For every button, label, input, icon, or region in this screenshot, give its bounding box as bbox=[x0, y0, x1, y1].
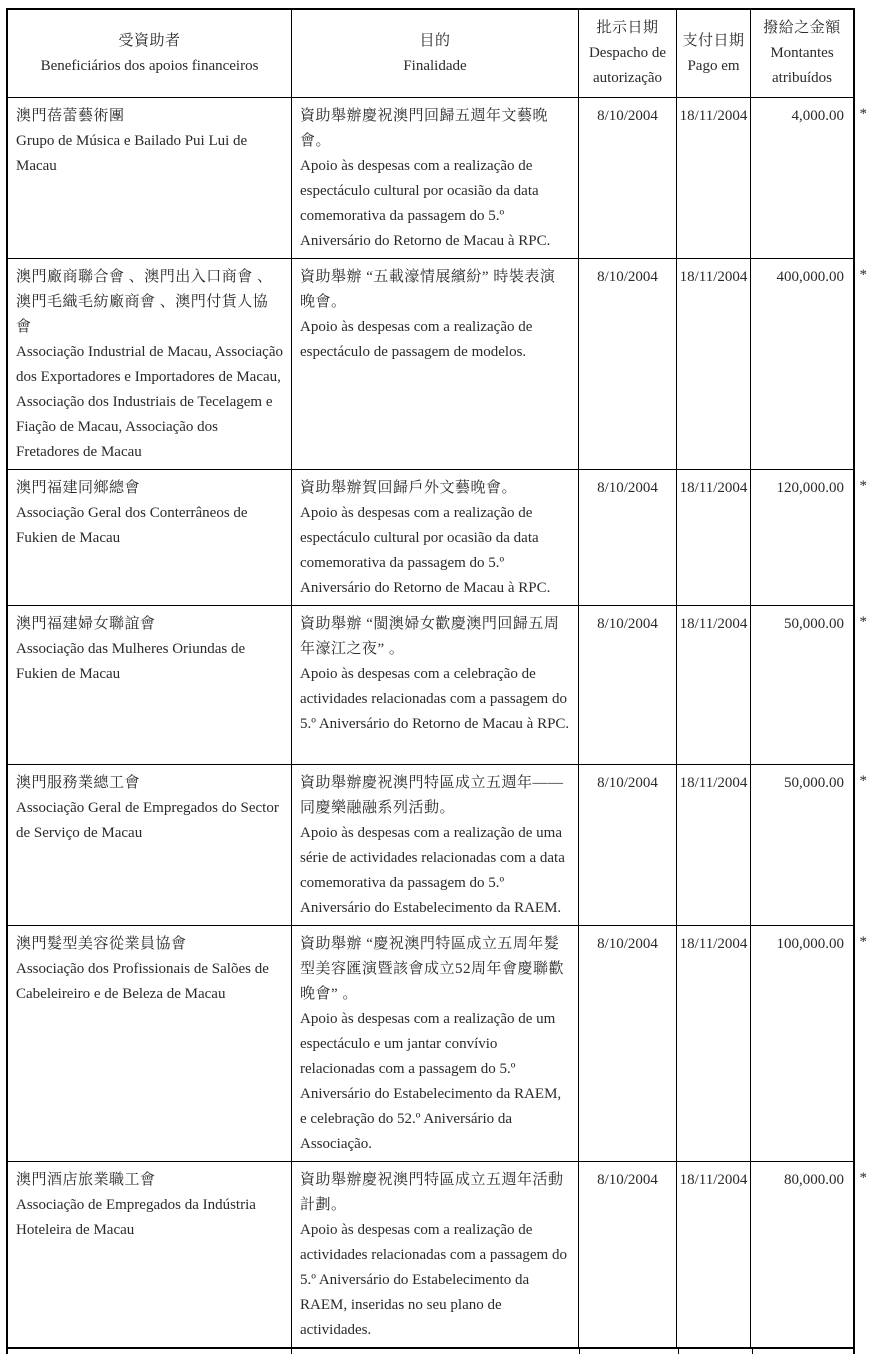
authorization-date-cell: 8/10/2004 bbox=[579, 606, 677, 764]
purpose-cell bbox=[292, 606, 579, 764]
table-row bbox=[8, 1162, 867, 1347]
header-beneficiary bbox=[8, 10, 292, 97]
header-amount-pt: Montantes atribuídos bbox=[770, 45, 834, 86]
footnote-marker: * bbox=[859, 614, 867, 630]
purpose-pt: Apoio às despesas com a realização de espectáculo cultural por ocasião da data comemorativa da passagem do 5.º Aniversário do Retorno de Macau à RPC. bbox=[300, 158, 551, 249]
table-row bbox=[8, 98, 867, 259]
header-payment-date-zh: 支付日期 bbox=[682, 32, 745, 49]
footnote-marker: * bbox=[859, 267, 867, 283]
purpose-zh: 資助舉辦 “慶祝澳門特區成立五周年髮型美容匯演暨該會成立52周年會慶聯歡晚會” 。 bbox=[300, 936, 565, 1002]
purpose-cell bbox=[292, 98, 579, 258]
amount-cell: 100,000.00 bbox=[776, 936, 844, 952]
authorization-date-cell: 8/10/2004 bbox=[579, 765, 677, 925]
authorization-date-cell: 8/10/2004 bbox=[579, 98, 677, 258]
beneficiary-cell bbox=[8, 470, 292, 605]
header-beneficiary-zh: 受資助者 bbox=[118, 32, 181, 49]
header-amount-zh: 撥給之金額 bbox=[763, 20, 841, 36]
table-row bbox=[8, 606, 867, 765]
amount-cell: 120,000.00 bbox=[776, 480, 844, 496]
beneficiary-name-zh: 澳門福建婦女聯誼會 bbox=[16, 616, 156, 632]
beneficiary-cell bbox=[8, 926, 292, 1161]
payment-date-cell: 18/11/2004 bbox=[677, 926, 751, 1161]
beneficiary-name-zh: 澳門酒店旅業職工會 bbox=[16, 1172, 156, 1188]
amount-cell: 50,000.00 bbox=[784, 775, 844, 791]
purpose-pt: Apoio às despesas com a realização de uma série de actividades relacionadas com a data comemorativa da passagem do 5.º Aniversário do Estabelecimento da RAEM. bbox=[300, 825, 565, 916]
beneficiary-name-zh: 澳門髮型美容從業員協會 bbox=[16, 936, 187, 952]
footnote-marker: * bbox=[859, 934, 867, 950]
header-payment-date-pt: Pago em bbox=[687, 57, 740, 74]
authorization-date-cell: 8/10/2004 bbox=[579, 470, 677, 605]
header-authorization-date-zh: 批示日期 bbox=[596, 20, 659, 36]
table-row bbox=[8, 470, 867, 606]
beneficiary-cell bbox=[8, 98, 292, 258]
authorization-date-cell: 8/10/2004 bbox=[579, 926, 677, 1161]
beneficiary-name-zh: 澳門福建同鄉總會 bbox=[16, 480, 141, 496]
table-row bbox=[8, 259, 867, 470]
header-purpose-pt: Finalidade bbox=[403, 57, 467, 74]
amount-cell: 50,000.00 bbox=[784, 616, 844, 632]
header-amount bbox=[751, 10, 853, 97]
purpose-cell bbox=[292, 259, 579, 469]
beneficiary-name-zh: 澳門蓓蕾藝術團 bbox=[16, 108, 125, 124]
amount-cell: 400,000.00 bbox=[776, 269, 844, 285]
authorization-date-cell: 8/10/2004 bbox=[579, 259, 677, 469]
beneficiary-name-pt: Associação das Mulheres Oriundas de Fukien de Macau bbox=[16, 641, 246, 682]
purpose-zh: 資助舉辦慶祝澳門回歸五週年文藝晚會。 bbox=[300, 108, 549, 149]
purpose-pt: Apoio às despesas com a realização de actividades relacionadas com a passagem do 5.º Aniversário do Estabelecimento da RAEM, inseridas no seu plano de actividades. bbox=[300, 1222, 567, 1338]
header-payment-date bbox=[677, 10, 751, 97]
amount-cell: 80,000.00 bbox=[784, 1172, 844, 1188]
payment-date-cell: 18/11/2004 bbox=[677, 765, 751, 925]
beneficiary-name-pt: Associação Industrial de Macau, Associação dos Exportadores e Importadores de Macau, Associação dos Industriais de Tecelagem e Fiação de Macau, Associação dos Fretadores de Macau bbox=[16, 344, 283, 460]
beneficiary-name-pt: Associação dos Profissionais de Salões de Cabeleireiro e de Beleza de Macau bbox=[16, 961, 269, 1002]
footnote-marker: * bbox=[859, 478, 867, 494]
purpose-zh: 資助舉辦 “五載濠情展繽紛” 時裝表演晚會。 bbox=[300, 269, 556, 310]
beneficiary-cell bbox=[8, 765, 292, 925]
beneficiary-cell bbox=[8, 259, 292, 469]
table-row bbox=[8, 765, 867, 926]
purpose-zh: 資助舉辦 “閩澳婦女歡慶澳門回歸五周年濠江之夜” 。 bbox=[300, 616, 560, 657]
authorization-date-cell: 8/10/2004 bbox=[579, 1162, 677, 1347]
table-header-row bbox=[8, 10, 853, 98]
payment-date-cell: 18/11/2004 bbox=[677, 606, 751, 764]
header-purpose-zh: 目的 bbox=[419, 32, 451, 49]
purpose-pt: Apoio às despesas com a realização de espectáculo cultural por ocasião da data comemorativa da passagem do 5.º Aniversário do Retorno de Macau à RPC. bbox=[300, 505, 551, 596]
financial-support-table bbox=[6, 8, 867, 1349]
header-authorization-date bbox=[579, 10, 677, 97]
amount-cell: 4,000.00 bbox=[791, 108, 844, 124]
purpose-zh: 資助舉辦慶祝澳門特區成立五週年——同慶樂融融系列活動。 bbox=[300, 775, 564, 816]
beneficiary-name-zh: 澳門服務業總工會 bbox=[16, 775, 141, 791]
payment-date-cell: 18/11/2004 bbox=[677, 259, 751, 469]
purpose-zh: 資助舉辦賀回歸戶外文藝晚會。 bbox=[300, 480, 518, 496]
purpose-cell bbox=[292, 765, 579, 925]
footnote-marker: * bbox=[859, 773, 867, 789]
purpose-pt: Apoio às despesas com a realização de um espectáculo e um jantar convívio relacionadas com a passagem do 5.º Aniversário do Estabelecimento da RAEM, e celebração do 52.º Aniversário da Associação. bbox=[300, 1011, 562, 1152]
payment-date-cell: 18/11/2004 bbox=[677, 1162, 751, 1347]
table-continuation-stubs bbox=[6, 1349, 855, 1354]
payment-date-cell: 18/11/2004 bbox=[677, 98, 751, 258]
purpose-cell bbox=[292, 470, 579, 605]
purpose-cell bbox=[292, 1162, 579, 1347]
footnote-marker: * bbox=[859, 106, 867, 122]
footnote-marker: * bbox=[859, 1170, 867, 1186]
header-authorization-date-pt: Despacho de autorização bbox=[588, 45, 667, 86]
header-beneficiary-pt: Beneficiários dos apoios financeiros bbox=[40, 57, 259, 74]
beneficiary-name-zh: 澳門廠商聯合會 、澳門出入口商會 、澳門毛織毛紡廠商會 、澳門付貨人協會 bbox=[16, 269, 273, 335]
purpose-cell bbox=[292, 926, 579, 1161]
beneficiary-name-pt: Associação de Empregados da Indústria Hoteleira de Macau bbox=[16, 1197, 256, 1238]
header-purpose bbox=[292, 10, 579, 97]
beneficiary-name-pt: Associação Geral de Empregados do Sector de Serviço de Macau bbox=[16, 800, 279, 841]
payment-date-cell: 18/11/2004 bbox=[677, 470, 751, 605]
purpose-pt: Apoio às despesas com a celebração de actividades relacionadas com a passagem do 5.º Aniversário do Retorno de Macau à RPC. bbox=[300, 666, 570, 732]
beneficiary-name-pt: Associação Geral dos Conterrâneos de Fukien de Macau bbox=[16, 505, 248, 546]
purpose-zh: 資助舉辦慶祝澳門特區成立五週年活動計劃。 bbox=[300, 1172, 564, 1213]
purpose-pt: Apoio às despesas com a realização de espectáculo de passagem de modelos. bbox=[300, 319, 533, 360]
beneficiary-cell bbox=[8, 606, 292, 764]
beneficiary-name-pt: Grupo de Música e Bailado Pui Lui de Macau bbox=[16, 133, 248, 174]
beneficiary-cell bbox=[8, 1162, 292, 1347]
table-row bbox=[8, 926, 867, 1162]
